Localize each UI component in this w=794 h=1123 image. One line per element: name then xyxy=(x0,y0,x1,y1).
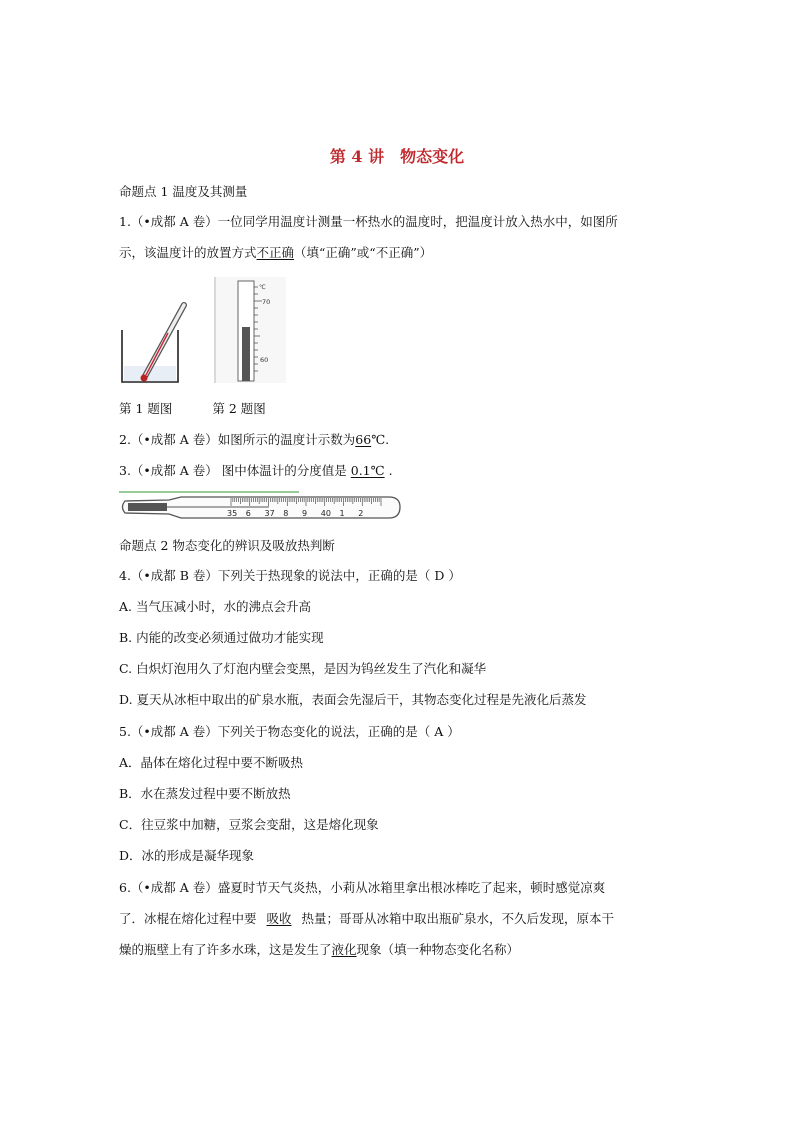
thermometer-label-top: 70 xyxy=(262,298,271,306)
question-4-option-d: D. 夏天从冰柜中取出的矿泉水瓶，表面会先湿后干，其物态变化过程是先液化后蒸发 xyxy=(119,692,587,707)
question-1-text: 示，该温度计的放置方式 xyxy=(119,245,257,260)
question-1-answer: 不正确 xyxy=(256,245,295,260)
question-3-text: 3.（•成都 A 卷） 图中体温计的分度值是 xyxy=(119,463,347,478)
section-heading-2: 命题点 2 物态变化的辨识及吸放热判断 xyxy=(119,538,335,553)
clinical-tick-label: 40 xyxy=(320,509,331,518)
question-5-option-d: D．冰的形成是凝华现象 xyxy=(119,848,255,863)
question-3 xyxy=(119,463,393,479)
question-6-line-3 xyxy=(119,942,519,958)
question-3-text-end: . xyxy=(388,463,393,478)
thermometer-scale-figure xyxy=(214,277,286,383)
clinical-tick-label: 9 xyxy=(302,509,308,518)
thermometer-unit: ℃ xyxy=(259,284,266,291)
question-6-text-2: 燥的瓶壁上有了许多水珠，这是发生了 xyxy=(119,942,332,957)
figure-caption-2: 第 2 题图 xyxy=(212,401,266,416)
question-1-text-end: （填“正确”或“不正确”） xyxy=(294,245,433,260)
question-5-option-a: A．晶体在熔化过程中要不断吸热 xyxy=(119,755,304,770)
question-4-stem: 4.（•成都 B 卷）下列关于热现象的说法中，正确的是（ D ） xyxy=(119,568,461,583)
question-5-option-c: C．往豆浆中加糖，豆浆会变甜，这是熔化现象 xyxy=(119,817,379,832)
question-4-option-b: B. 内能的改变必须通过做功才能实现 xyxy=(119,630,324,645)
question-6-text-end: 现象（填一种物态变化名称） xyxy=(356,942,520,957)
question-5-stem: 5.（•成都 A 卷）下列关于物态变化的说法，正确的是（ A ） xyxy=(119,724,460,739)
question-5-option-b: B．水在蒸发过程中要不断放热 xyxy=(119,786,291,801)
question-1-line-1: 1.（•成都 A 卷）一位同学用温度计测量一杯热水的温度时，把温度计放入热水中，如图所 xyxy=(119,214,618,229)
clinical-tick-label: 37 xyxy=(264,509,275,518)
question-2 xyxy=(119,432,389,448)
question-2-text-end: ℃. xyxy=(371,432,390,447)
question-2-answer: 66 xyxy=(355,432,372,447)
clinical-tick-label: 6 xyxy=(245,509,251,518)
question-1-line-2 xyxy=(119,245,432,261)
question-6-line-1: 6.（•成都 A 卷）盛夏时节天气炎热，小莉从冰箱里拿出根冰棒吃了起来，顿时感觉凉爽 xyxy=(119,880,606,895)
beaker-thermometer-figure xyxy=(118,300,200,386)
clinical-tick-label: 2 xyxy=(358,509,364,518)
clinical-thermometer-figure xyxy=(119,489,401,521)
figure-captions xyxy=(119,401,266,417)
question-6-answer-2: 液化 xyxy=(331,942,357,957)
question-6-text: 了．冰棍在熔化过程中要 xyxy=(119,911,257,926)
section-heading-1: 命题点 1 温度及其测量 xyxy=(119,184,248,199)
thermometer-label-bottom: 60 xyxy=(260,356,269,364)
question-4-option-c: C. 白炽灯泡用久了灯泡内壁会变黑，是因为钨丝发生了汽化和凝华 xyxy=(119,661,487,676)
clinical-tick-label: 35 xyxy=(227,509,238,518)
question-4-option-a: A. 当气压减小时，水的沸点会升高 xyxy=(119,599,311,614)
question-6-text-mid: 热量；哥哥从冰箱中取出瓶矿泉水，不久后发现，原本干 xyxy=(301,911,615,926)
clinical-tick-label: 1 xyxy=(339,509,345,518)
question-6-answer-1: 吸收 xyxy=(266,911,292,926)
question-6-line-2 xyxy=(119,911,614,927)
figure-caption-1: 第 1 题图 xyxy=(119,401,173,416)
question-2-text: 2.（•成都 A 卷）如图所示的温度计示数为 xyxy=(119,432,356,447)
question-3-answer: 0.1℃ xyxy=(350,463,385,478)
page-title: 第 4 讲 物态变化 xyxy=(329,147,465,166)
clinical-tick-label: 8 xyxy=(283,509,289,518)
